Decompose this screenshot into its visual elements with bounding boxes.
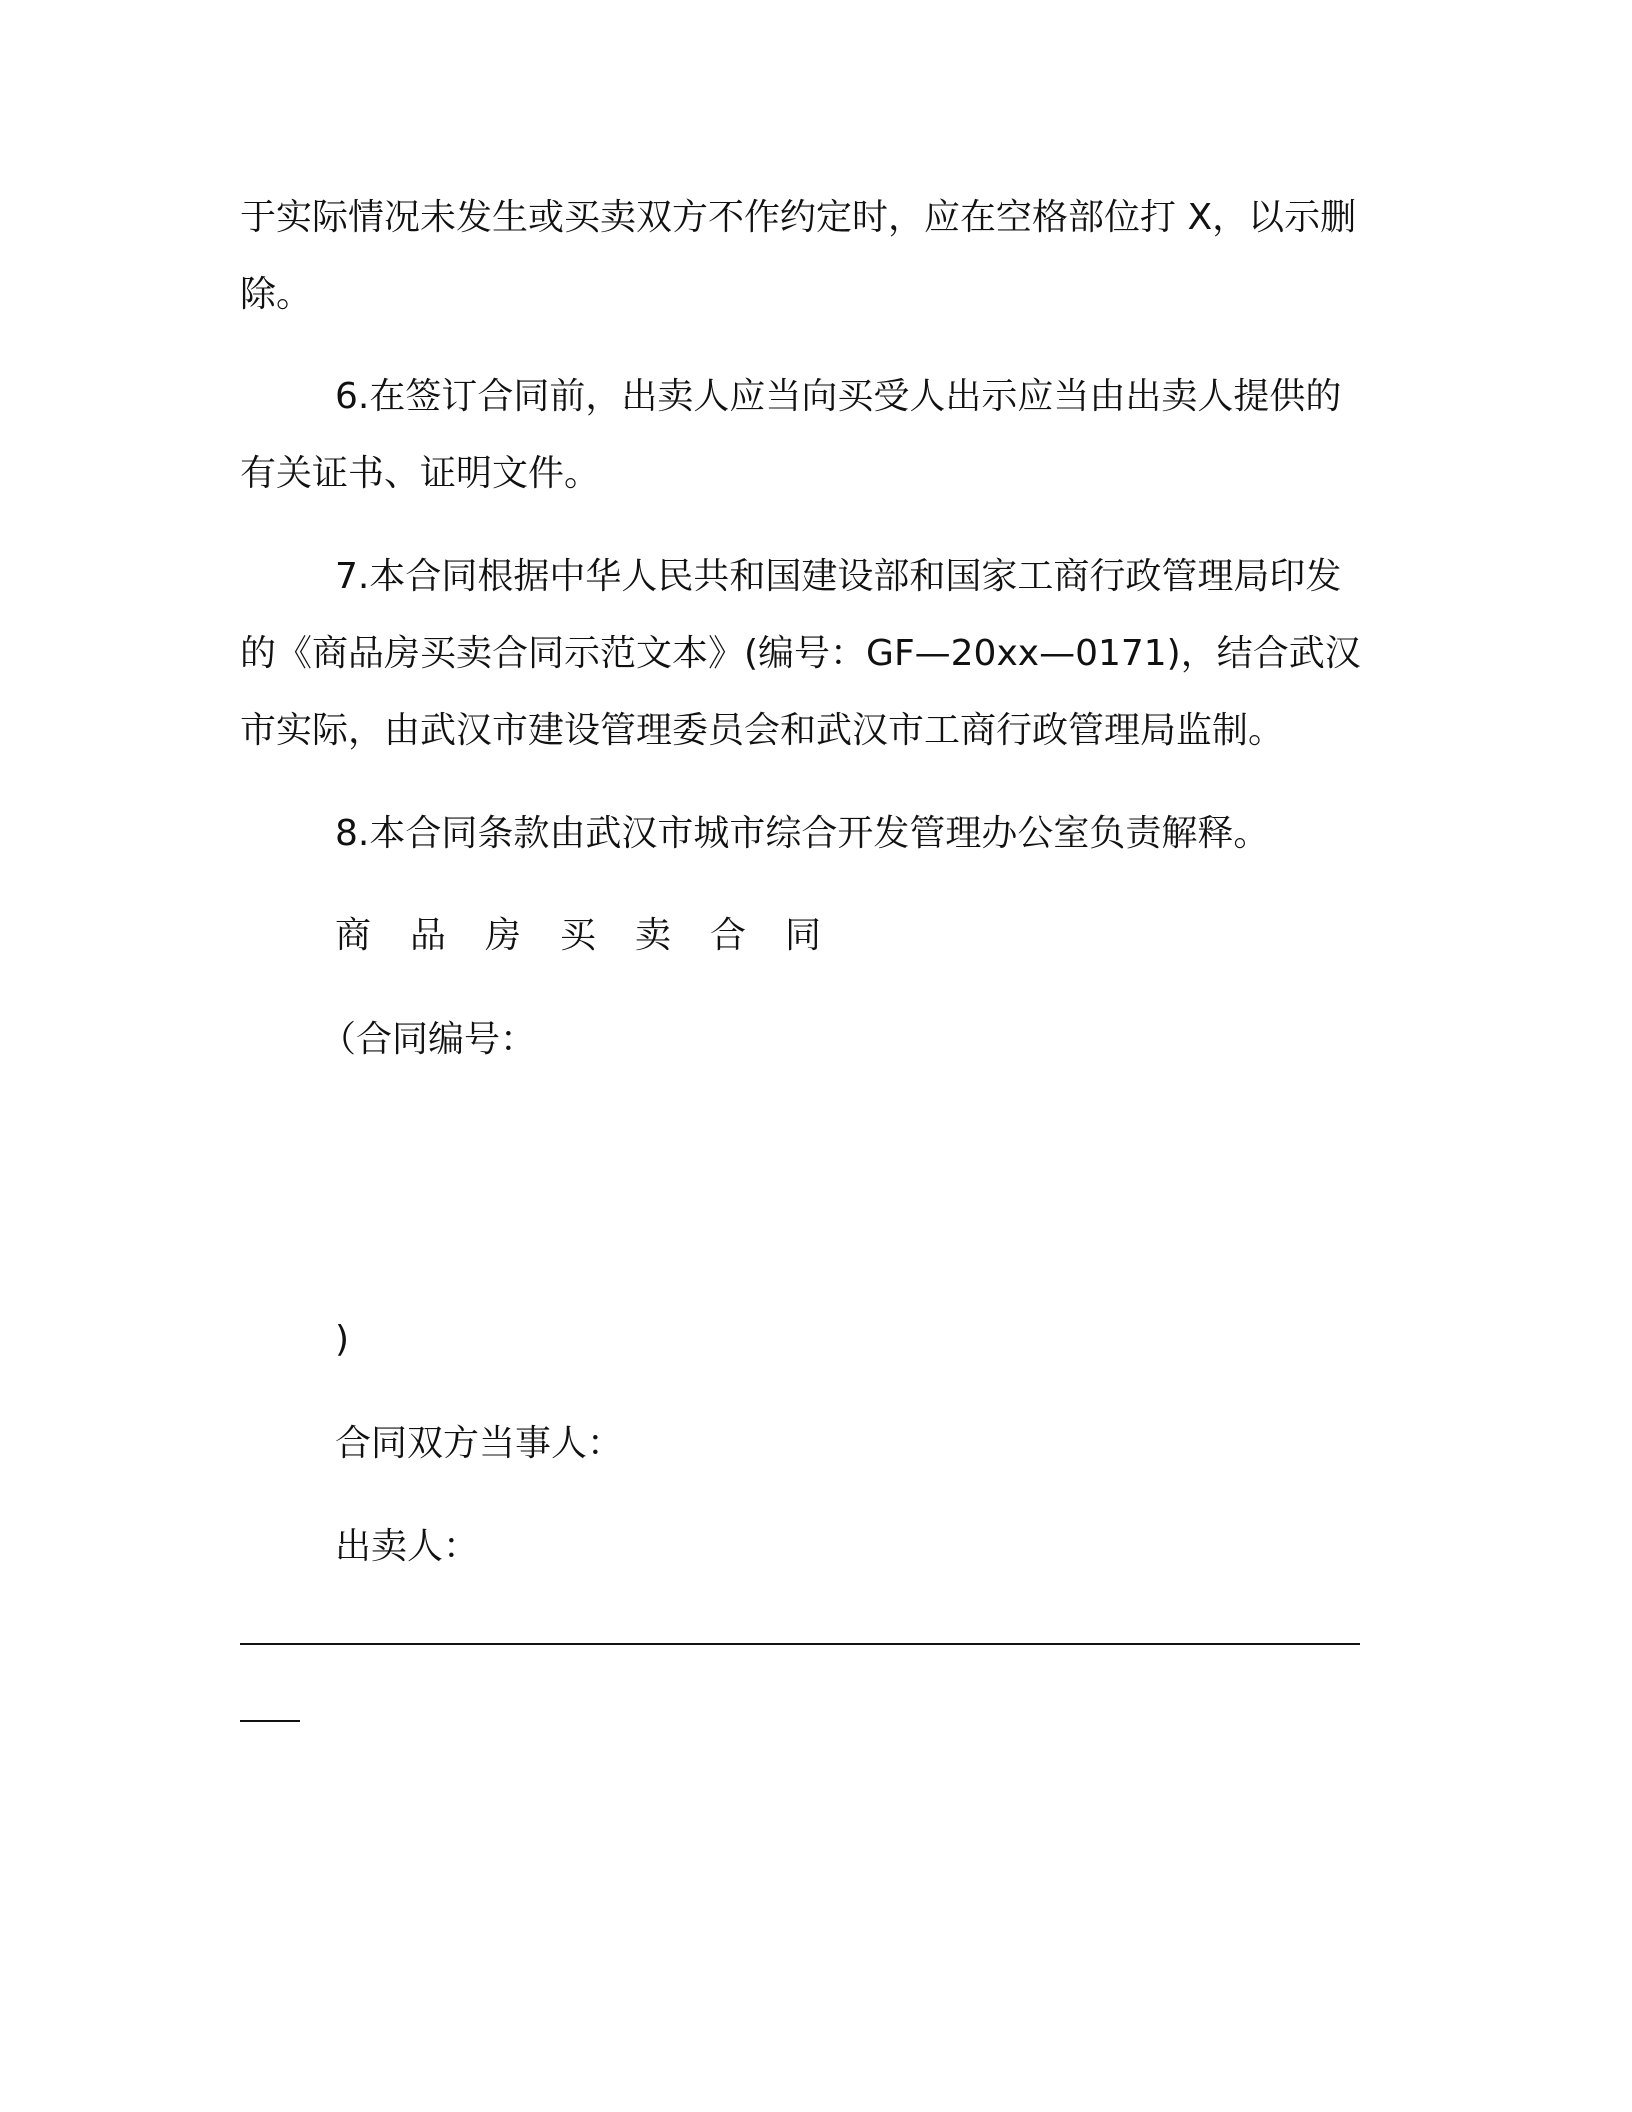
contract-number-close: )	[335, 1319, 350, 1360]
seller-blank-line-2	[240, 1720, 300, 1722]
parties-label: 合同双方当事人：	[335, 1423, 624, 1464]
contract-title: 商品房买卖合同	[335, 915, 861, 956]
item8-line-1: 8.本合同条款由武汉市城市综合开发管理办公室负责解释。	[335, 813, 1270, 854]
item6-line-1: 6.在签订合同前，出卖人应当向买受人出示应当由出卖人提供的	[335, 376, 1342, 417]
item7-line-1: 7.本合同根据中华人民共和国建设部和国家工商行政管理局印发	[335, 556, 1342, 597]
item7-line-3: 市实际，由武汉市建设管理委员会和武汉市工商行政管理局监制。	[240, 710, 1285, 751]
item5-continuation-line-2: 除。	[240, 274, 313, 315]
item5-continuation-line-1: 于实际情况未发生或买卖双方不作约定时，应在空格部位打 X，以示删	[240, 197, 1357, 238]
item7-line-2: 的《商品房买卖合同示范文本》(编号：GF—20xx—0171)，结合武汉	[240, 633, 1361, 674]
seller-blank-line-1	[240, 1643, 1360, 1645]
seller-label: 出卖人：	[335, 1526, 480, 1567]
contract-number-label: （合同编号：	[320, 1019, 537, 1060]
item6-line-2: 有关证书、证明文件。	[240, 453, 601, 494]
